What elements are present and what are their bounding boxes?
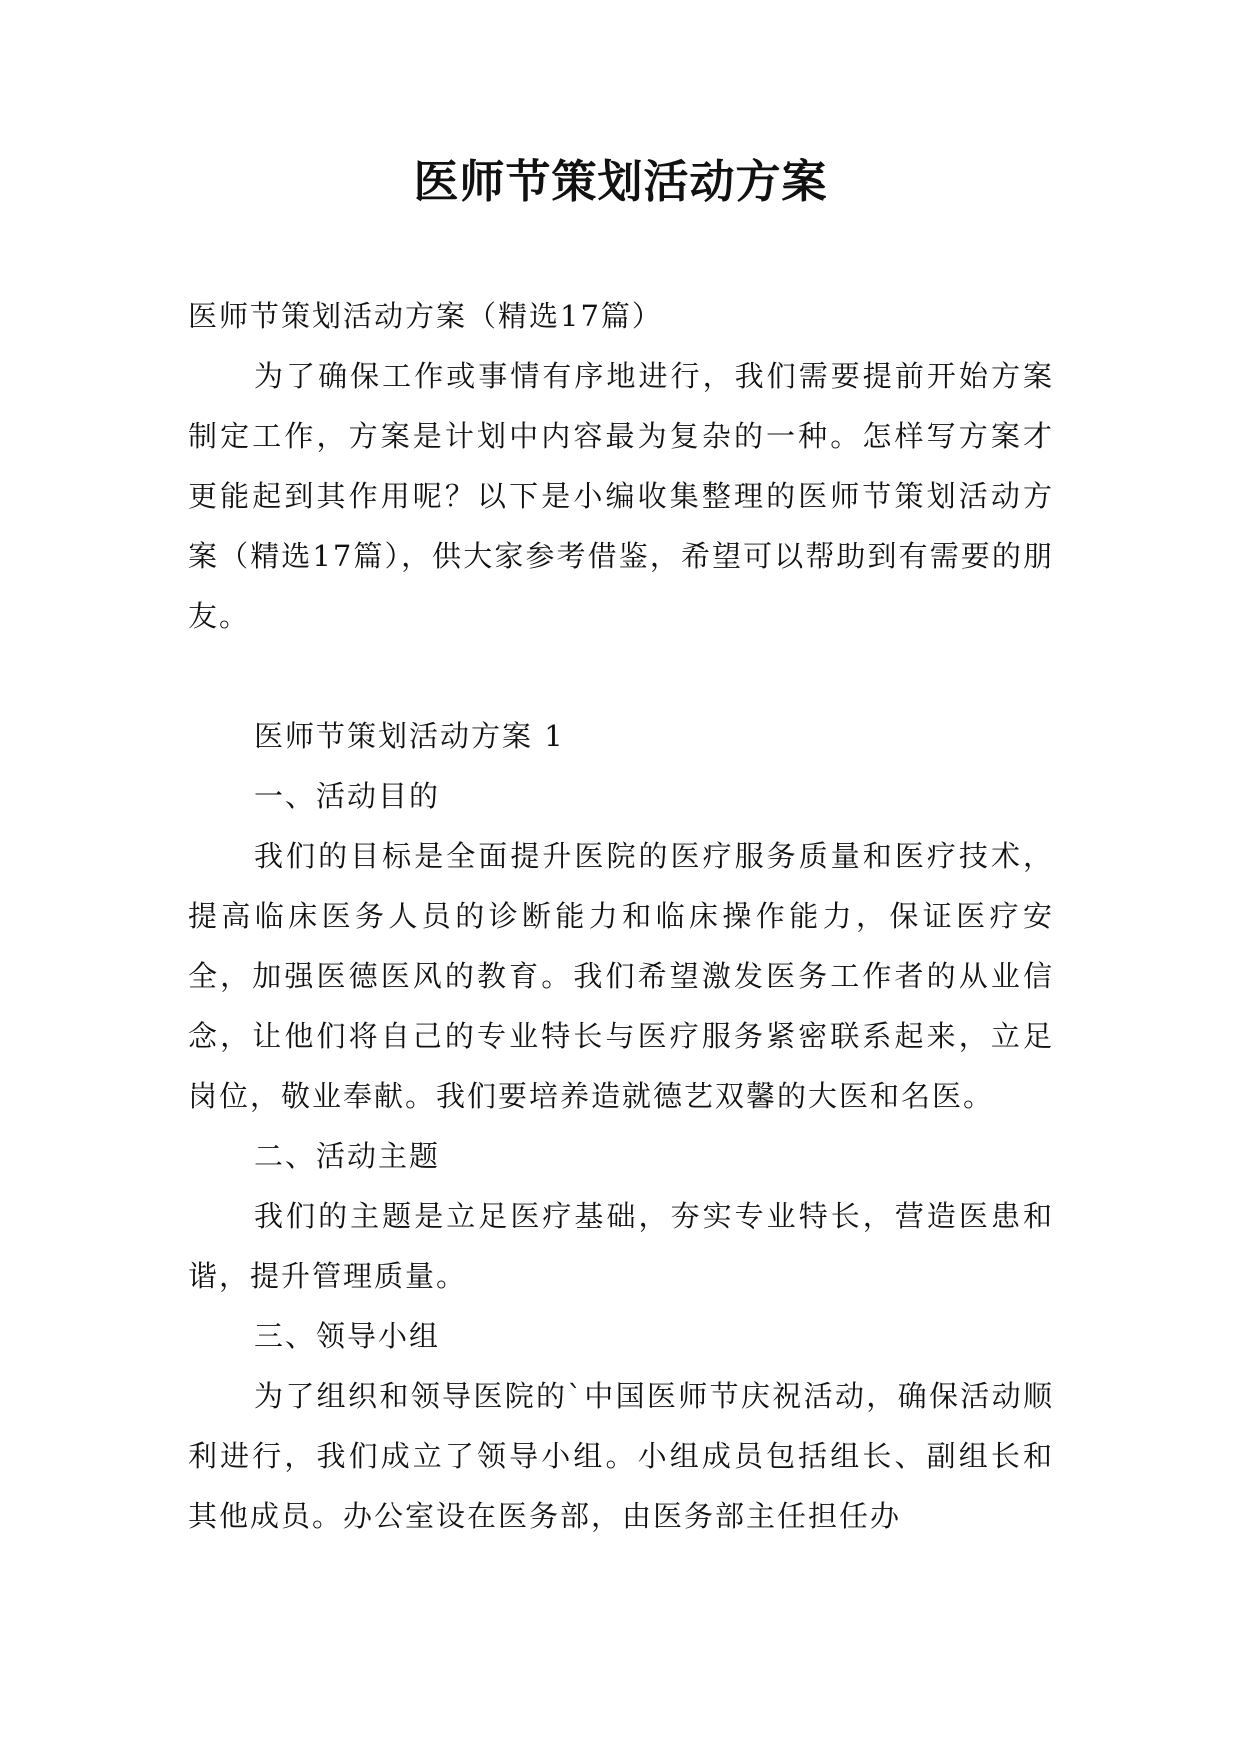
paragraph-spacer bbox=[188, 646, 1054, 706]
body-paragraph: 我们的主题是立足医疗基础，夯实专业特长，营造医患和谐，提升管理质量。 bbox=[188, 1199, 1054, 1293]
subsection-heading: 二、活动主题 bbox=[254, 1139, 441, 1173]
body-paragraph: 为了组织和领导医院的`中国医师节庆祝活动，确保活动顺利进行，我们成立了领导小组。小组成员包括组长、副组长和其他成员。办公室设在医务部，由医务部主任担任办 bbox=[188, 1379, 1054, 1533]
subsection-heading: 一、活动目的 bbox=[254, 779, 441, 813]
subsection-heading: 三、领导小组 bbox=[254, 1319, 441, 1353]
subtitle-line: 医师节策划活动方案（精选17篇） bbox=[188, 299, 663, 333]
document-body bbox=[188, 286, 1054, 1546]
intro-paragraph: 为了确保工作或事情有序地进行，我们需要提前开始方案制定工作，方案是计划中内容最为复杂的一种。怎样写方案才更能起到其作用呢？以下是小编收集整理的医师节策划活动方案（精选17篇），供大家参考借鉴，希望可以帮助到有需要的朋友。 bbox=[188, 359, 1054, 633]
body-paragraph: 我们的目标是全面提升医院的医疗服务质量和医疗技术，提高临床医务人员的诊断能力和临床操作能力，保证医疗安全，加强医德医风的教育。我们希望激发医务工作者的从业信念，让他们将自己的专业特长与医疗服务紧密联系起来，立足岗位，敬业奉献。我们要培养造就德艺双馨的大医和名医。 bbox=[188, 839, 1054, 1113]
document-title: 医师节策划活动方案 bbox=[413, 155, 828, 208]
section-heading: 医师节策划活动方案 1 bbox=[254, 719, 565, 753]
